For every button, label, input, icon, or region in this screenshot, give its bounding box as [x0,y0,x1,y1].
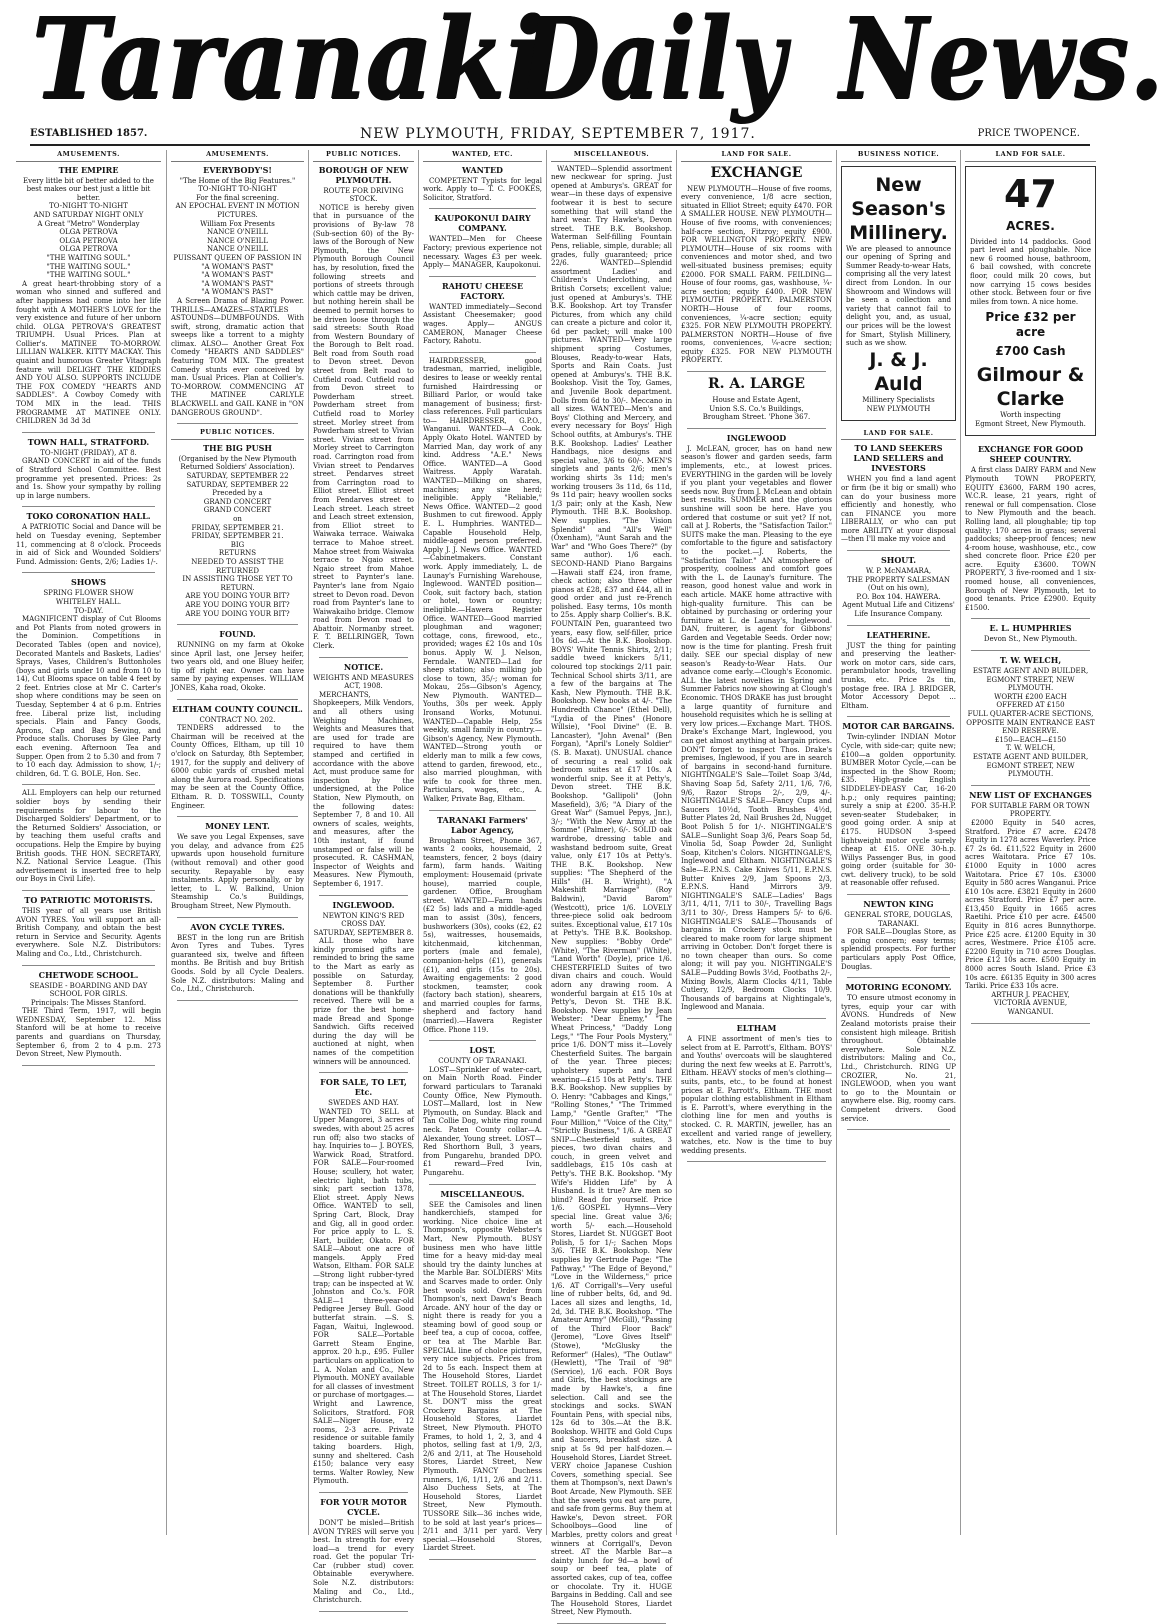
notice-heading: NEW LIST OF EXCHANGES [969,789,1092,800]
notice-line: For the final screening. [196,193,279,202]
notice-lines [313,674,414,691]
notice-heading: INGLEWOOD [726,432,787,443]
dateline [30,126,1090,146]
price-label: PRICE TWOPENCE. [977,128,1080,139]
notice-block [681,433,832,1012]
notice-lines [965,635,1096,644]
notice-line: ESTATE AGENT AND BUILDER, EGMONT STREET, NEW PLYMOUTH. [972,752,1089,779]
newspaper-column [546,150,676,1617]
advert-display-line: Millinery. [849,221,948,244]
notice-lines [16,982,161,1008]
column-heading: BUSINESS NOTICE. [841,150,956,162]
column-rule [971,1023,1090,1024]
notice-block [965,623,1096,644]
notice-block [16,511,161,566]
notice-line: SPRING FLOWER SHOW [43,589,134,598]
column-rule [177,699,298,700]
notice-block [841,443,956,544]
notice-line: ARE YOU DOING YOUR BIT? [185,600,290,609]
notice-lines [965,667,1096,779]
notice-line: ESTATE AGENT AND BUILDER, [972,667,1089,676]
advert-text: We are pleased to announce our opening of Spring and Summer Ready-to-wear Hats, comprising all the very latest direct from London. In our Showroom and Windows will be seen a collection and variety that cannot fail to delight you, and, as usual, our prices will be the lowest for Smart, Stylish Millinery, such as we show. [846,244,951,348]
notice-text: LOST—Sprinkler of water-cart, on Main North Road. Finder forward particulars to Taranaki County Office, New Plymouth. LOST—Mallard, lost in New Plymouth, on Sunday. Black and Tan Collie Dog, white ring round neck. Paten County collar—A. Alexander, Young street. LOST—Red Shorthorn Bull, 3 years, from Pungarehu, branded DPO. £1 reward—Fred Ivin, Pungarehu. [423,1065,542,1177]
column-rule [847,716,950,717]
notice-heading: EXCHANGE FOR GOOD SHEEP COUNTRY. [977,444,1084,465]
column-heading: AMUSEMENTS. [16,150,161,162]
column-rule [429,810,536,811]
notice-heading: ELTHAM COUNTY COUNCIL. [172,703,303,714]
notice-lines [965,802,1096,819]
notice-line: WHITELEY HALL. [55,597,122,606]
notice-line: NEWTON KING'S RED CROSS DAY. [322,911,405,929]
notice-lines [841,911,956,928]
notice-heading: SHOWS [70,577,107,588]
notice-text: THIS year of all years use British AVON TYRES. You will support an all-British Company, and obtain the best return in Service and Security. Agents everywhere. Sole N.Z. Distributors: Maling and Co., Ltd., Christchurch. [16,906,161,958]
notice-block [841,899,956,971]
notice-heading: NEWTON KING [863,899,934,910]
notice-line: TO-NIGHT TO-NIGHT [49,202,128,211]
notice-text: Brougham Street, Phone 367, wants 2 cooks, housemaid, 2 teamsters, fencer, 2 boys (dairy farm), farm hands. Waiting employment: Housemaid (private house), married couple, gardener. Office, Brougham street. WANTED—Farm hands (£2 5s) lads and a middle-aged man to assist (30s), fencers, bushworkers (30s), cooks (£2, £2 5s), waitresses, housemaids, kitchenmaid, kitchenman, porters (male and female), companion-helps (£1), generals (£1), and girls (15s to 20s). Awaiting engagements: 2 good stockmen, teamster, cook (factory bach station), shearers, and married couples for farms, shepherd and factory hand (married).—Hawera Register Office. Phone 119. [423,836,542,1034]
column-rule [429,1559,536,1560]
notice-line: FRIDAY, SEPTEMBER 21. [191,523,284,532]
notice-heading: FOUND. [219,629,256,640]
notice-block [423,815,542,1035]
notice-block [16,577,161,778]
column-rule [847,894,950,895]
notice-heading: TOKO CORONATION HALL. [26,511,151,522]
column-rule [319,1611,408,1612]
notice-text: TO ensure utmost economy in tyres, equip your car with AVONS. Hundreds of New Zealand motorists praise their consistent high mileage. British throughout. Obtainable everywhere. Sole N.Z. distributors: Maling and Co., Ltd., Christchurch. RING UP CROZIER, No. 21, INGLEWOOD, when you want to go to the Mountain or anywhere else. Big, roomy cars. Competent drivers. Good service. [841,994,956,1123]
notice-text: MERCHANTS, Shopkeepers, Milk Vendors, and all others using Weighing Machines, Weights and Measures that are used for trade are required to have them stamped and certified in accordance with the above Act, must produce same for inspection by the undersigned, at the Police Station, New Plymouth, on the following dates: September 7, 8 and 10. All owners of scales, weights, and measures, after the 10th instant, if found unstamped or false will be prosecuted. R. CASHMAN, Inspector of Weights and Measures. New Plymouth, September 6, 1917. [313,690,414,888]
notice-text: DON'T be misled—British AVON TYRES will serve you best. In strength for every load—a trend for every road. Get the popular Tri-Car (rubber stud) cover. Obtainable everywhere. Sole N.Z. distributors: Maling and Co., Ltd., Christchurch. [313,1518,414,1605]
advert-price: Price £32 per acre [985,310,1076,340]
column-rule [429,1184,536,1185]
notice-block [16,165,161,426]
notice-block [423,165,542,203]
column-heading: LAND FOR SALE. [841,429,956,441]
newspaper-column [12,150,165,1535]
notice-lines [681,396,832,422]
notice-heading: LEATHERINE. [866,629,931,640]
notice-block [171,704,304,811]
column-heading: WANTED, ETC. [423,150,542,162]
notice-block [423,1189,542,1553]
notice-heading: TO PATRIOTIC MOTORISTS. [24,894,153,905]
notice-text: ALL Employers can help our returned soldier boys by sending their requirements for labour to the Discharged Soldiers' Department, or to the Returned Soldiers' Association, or by teaching them useful crafts and occupations. Help the Empire by buying British goods. THE HON. SECRETARY, N.Z. National Service League. (This advertisement is inserted free to help our Boys in Civil Life). [16,789,161,884]
masthead-word-2: Daily [520,0,787,125]
column-rule [177,816,298,817]
notice-text: We save you Legal Expenses, save you delay, and advance from £25 upwards upon household furniture (without removal) and other good security. Repayable by easy instalments. Apply personally, or by letter, to L. W. Balkind, Union Steamship Co.'s Buildings, Brougham Street, New Plymouth. [171,833,304,910]
notice-line: ROUTE FOR DRIVING STOCK. [323,186,404,204]
signature-line: ARTHUR J. PEACHEY, [991,990,1070,999]
notice-text: A FINE assortment of men's ties to select from at E. Parrott's, Eltham. BOYS' and Youths' overcoats will be slaughtered during the next few weeks at E. Parrott's, Eltham. HEAVY stocks of men's clothing—suits, pants, etc., to be found at honest prices at E. Parrott's, Eltham. THE most popular clothing establishment in Eltham is E. Parrott's, where everything in the clothing line for men and youths is stocked. C. R. MARTIN, jeweller, has an excellent and varied range of jewellery, watches, etc. Now is the time to buy wedding presents. [681,1035,832,1155]
notice-line: on [233,514,242,523]
column-rule [177,624,298,625]
notice-heading: TO LAND SEEKERS LAND SELLERS and INVESTORS [853,443,944,474]
advert-text: Divided into 14 paddocks. Good part level and ploughable. Nice new 6 roomed house, bathroom, 6 bail cowshed, with concrete floor, could milk 20 cows, but now carrying 15 cows besides other stock. Between four or five miles from town. A nice home. [970,237,1091,306]
notice-lines [313,187,414,204]
notice-line: Union S.S. Co.'s Buildings, [709,404,804,413]
notice-line: RETURNS [218,549,257,558]
notice-text: MAGNIFICENT display of Cut Blooms and Pot Plants from noted growers in the Dominion. Competitions in Decorated Tables (open and novice), Decorated Mantels and Baskets, Ladies' Sprays, Vases, Children's Buttonholes (boys and girls under 10 and from 10 to 14), Cut Blooms space on table 4 feet by 2 feet. Entries close at Mr C. Carter's shop where conditions may be seen on Tuesday, September 4 at 6 p.m. Entries free. Liberal prize list, including specials. Plain and Fancy Goods, Aprons, Cap and Bag Sewing, and Produce stalls. Choruses by Glee Party each evening. Afternoon Tea and Supper. Open from 2 to 5.30 and from 7 to 10 each day. Admission to show, 1/-; children, 6d. T. G. BOLE, Hon. Sec. [16,615,161,778]
column-rule [319,657,408,658]
column-rule [22,784,155,785]
notice-heading: MONEY LENT. [205,821,270,832]
notice-line: ARE YOU DOING YOUR BIT? [185,609,290,618]
advert-subhead: ACRES. [1006,218,1055,233]
notice-block [423,1045,542,1177]
notice-text: COMPETENT Typists for legal work. Apply to— T. C. FOOKES, Solicitor, Stratford. [423,176,542,202]
column-rule [429,1040,536,1041]
notice-heading: E. L. HUMPHRIES [989,623,1072,634]
notice-heading: WANTED [462,164,503,175]
notice-block [16,895,161,959]
notice-heading: INGLEWOOD. [332,899,395,910]
notice-text: A PATRIOTIC Social and Dance will be held on Tuesday evening, September 11, commencing at 8 o'clock. Proceeds in aid of Sick and Wounded Soldiers' Fund. Admission: Gents, 2/6; Ladies 1/-. [16,523,161,566]
notice-signature [965,991,1096,1017]
notice-text: WHEN you find a land agent or firm (be it big or small) who can do your business more efficiently and honestly, who can FINANCE you more LIBERALLY, or who can put more ABILITY at your disposal—then I'll make my voice and [841,475,956,544]
notice-line: £150—EACH—£150 [994,735,1067,744]
notice-line: Every little bit of better added to the best makes our best just a little bit better. [23,176,154,202]
column-rule [971,650,1090,651]
notice-line: TO-DAY. [73,606,104,615]
column-rule [22,965,155,966]
advert-firm-line: Millinery Specialists [862,395,935,404]
notice-line: SEASIDE - BOARDING AND DAY SCHOOL FOR GIRLS. [29,981,148,999]
notice-block [681,1023,832,1155]
notice-block [171,922,304,994]
column-rule [22,890,155,891]
notice-text: TENDERS addressed to the Chairman will be received at the County Offices, Eltham, up till 10 o'clock on Saturday, 8th September, 1917, for the supply and delivery of 6000 cubic yards of crushed metal along the Aurora road. Specifications may be seen at the County Office, Eltham. R. D. TOSSWILL, County Engineer. [171,724,304,810]
notice-block [423,357,542,804]
notice-block [841,982,956,1123]
notice-block [313,1077,414,1486]
notice-heading-large: EXCHANGE [710,164,803,181]
notice-text: ALL those who have kindly promised gifts are reminded to bring the same to the Mart as early as possible on Saturday, September 8. Further donations will be thankfully received. There will be a prize for the best home-made Bread and Sponge Sandwich. Gifts received during the day will be auctioned at night, when names of the competition winners will be announced. [313,937,414,1066]
newspaper-column [960,150,1100,1535]
notice-line: IN ASSISTING THOSE YET TO [182,575,293,584]
notice-line: AN EPOCHAL EVENT IN MOTION PICTURES. [175,202,300,219]
notice-line: P.O. Box 104. HAWERA. [856,592,941,601]
column-rule [177,423,298,424]
notice-block [423,281,542,346]
newspaper-column [676,150,836,1535]
notice-text: WANTED—Splendid assortment new neckwear for spring. Just opened at Amburys's. GREAT for wear—in these days of expensive footwear it is best to secure something that will stand the hard wear. Try Hawke's, Devon street. THE B.K. Bookshop. Waterman Self-filling Fountain Pens, reliable, simple, durable; all grades, fully guaranteed; price 22/6. WANTED—Splendid assortment Ladies' and Children's Underclothing, and British Corsets; excellent value; just opened at Amburys's. THE B.K. Bookshop. Art toy Transfer Pictures, from which any child can create a picture and color it, 6d per packet; will make 100 pictures. WANTED—Very large shipment spring Costumes, Blouses, Ready-to-wear Hats, Sports and Rain Coats. Just opened at Amburys's. THE B.K. Bookshop. Visit the Toy, Games, and Juvenile Book department. Dolls from 6d to 30/-. Meccano in all sizes. WANTED—Men's and Boys' Clothing and Mercery, and every necessary for Boys' High School outfits, at Amburys's. THE B.K. Bookshop. Ladies' Leather Handbags, nice designs and special value, 3/6 to 60/-. MEN'S singlets and pants 2/6; men's working shirts 3s 11d; men's working trousers 3s 11d, 6s 11d, 9s 11d pair; heavy woollen socks 1/3 pair; only at the Kash, New Plymouth. THE B.K. Bookshop. New supplies. "The Vision Splendid" and "All's Well" (Oxenham), "Aunt Sarah and the War" and "Who Goes There?" (by same author). 1/6 each. SECOND-HAND Piano Bargains—Hawaii staff £24, iron frame, check action; also three other pianos at £28, £37 and £44, all in good order and just re-French polished. Easy terms, 10s month to 25s. Apply sharp Collier's. B.K. FOUNTAIN Pen, guaranteed two years, easy flow, self-filler, price 10s 6d.—At the B.K. Bookshop. BOYS' White Tennis Shirts, 2/11; saddle tweed knickers 5/11, coloured top stockings 2/11 pair. Technical School shirts 3/11, are a few of the bargains at The Kash, New Plymouth. THE B.K. Bookshop. New books at 4/-. "The Hundredth Chance" (Ethel Dell), "Lydia of the Pines" (Honore Willsie), "Fool Divine" (E. B. Lancaster), "John Avenal" (Ben Forgan), "April's Lonely Soldier" (S. B. Maxat). UNUSUAL chance of securing a real solid oak bedroom suites at £17 10s. A wonderful snip. See it at Petty's, Devon street. THE B.K. Bookshop. "Gallipoli" (John Masefield), 3/6; "A Diary of the Great War" (Samuel Pepys, Jnr.), 3/-; "With the New Army at the Somme" (Palmer), 6/-. SOLID oak wardrobe, dressing table and washstand bedroom suite, Great value, only £17 10s at Petty's. THE B.K. Bookshop. New supplies: "The Shepherd of the Hills" (H. B. Wright), "A Makeshift Marriage" (Roy Baldwin), "David Barom" (Westcott), price 1/6. LOVELY three-piece solid oak bedroom suites. Exceptional value, £17 10s at Petty's. THE B.K. Bookshop. New supplies: "Bobby Orde" (White), "The Riverman" (White), "Land Worth" (Doyle), price 1/6. CHESTERFIELD Suites of two divan chairs and couch. Would adorn any drawing room. A wonderful bargain at £15 10s at Petty's, Devon St. THE B.K. Bookshop. New supplies by Jean Webster: "Dear Enemy," "The Wheat Princess," "Daddy Long Legs," "The Four Pools Mystery," price 1/6. DON'T miss it—Lovely Chesterfield Suites. The bargain of the year. Three pieces; upholstery superb and hard wearing—£15 10s at Petty's. THE B.K. Bookshop. New supplies by O. Henry: "Cabbages and Kings," "Rolling Stones," "The Trimmed Lamp," "Gentle Grafter," "The Four Million," "Voice of the City," "Strictly Business," 1/6. A GREAT SNIP—Chesterfield suites, 3 pieces, two divan chairs and couch, in green velvet and saddlebags, £15 10s cash at Petty's. THE B.K. Bookshop. "My Wife's Hidden Life" by A Husband. Is it true? Are men so blind? Read for yourself. Price 1/6. GOSPEL Hymns—Very special line. Great value 3/6; worth 5/- each.—Household Stores, Liardet St. NUGGET Boot Polish, 5 for 1/-; Sachen Mops 3/6. THE B.K. Bookshop. New supplies by Gertrude Page: "The Pathway," "The Edge of Beyond," "Love in the Wilderness," price 1/6. AT Corrigall's—Very useful line of rubber belts, 6d, and 9d. Laces all sizes and lengths, 1d, 2d, 3d. THE B.K. Bookshop. "The Amateur Army" (McGill), "Passing of the Third Floor Back" (Jerome), "Love Gives Itself" (Stowe), "McGlusky the Reformer" (Hales), "The Outlaw" (Hewlett), "The Trail of '98" (Service), 1/6 each. FOR Boys and Girls, the best stockings are made by Hawke's, a fine selection. Call and see the stockings and socks. SWAN Fountain Pens, with special nibs, 12s 6d to 30s.—At the B.K. Bookshop. WHITE and Gold Cups and Saucers, breakfast size. A snip at 5s 9d per half-dozen.—Household Stores, Liardet Street. VERY choice Japanese Cushion Covers, something special. See them at Thompson's, next Dawn's Boot Arcade, New Plymouth. SEE that the sweets you eat are pure, and safe from germs. Buy them at Hawke's, Devon street. FOR Schoolboys—Good line of Marbles, pretty colors and great winners at Corrigall's, Devon street. AT the Marble Bar—a dainty lunch for 9d—a bowl of soup or beef tea, plate of assorted cakes, cup of tea, coffee or chocolate. Try it. HUGE Bargains in Bedding. Call and see The Household Stores, Liardet Street, New Plymouth. [551,164,672,1617]
notice-line: A Great "Metro" Wonderplay [37,219,140,228]
notice-line: Devon St., New Plymouth. [983,635,1078,644]
notice-line: "A WOMAN'S PAST" [201,271,274,280]
notice-heading: THE EMPIRE [58,164,119,175]
notice-text: JUST the thing for painting and preserving the leather-work on motor cars, side cars, perambulator hoods, travelling trunks, etc. Price 2s tin, postage free. IRA J. BRIDGER, Motor Accessory Depot ... Eltham. [841,641,956,710]
notice-line: PUISSANT QUEEN OF PASSION IN [173,253,302,262]
notice-text: GRAND CONCERT in aid of the funds of Stratford School Committee. Best programme yet presented. Prices: 2s and 1s. Show your sympathy by rolling up in large numbers. [16,457,161,500]
notice-line: Principals: The Misses Stanford. [30,998,147,1007]
column-rule [429,352,536,353]
notice-text: A first class DAIRY FARM and New Plymouth TOWN PROPERTY, EQUITY £3600, FARM 190 acres, W.C.R. lease, 21 years, right of renewal or full compensation. Close to New Plymouth and the beach. Rolling land, all ploughable; tip top quality; 170 acres in grass; several paddocks; sheep-proof fences; new 4-room house, washhouse, etc., cow shed concrete floor. Price £20 per acre. Equity £3600. TOWN PROPERTY, 3 five-roomed and 1 six-roomed house, all conveniences, Borough of New Plymouth, let to good tenants. Price £2900. Equity £1500. [965,466,1096,612]
notice-text: A Screen Drama of Blazing Power. THRILLS—AMAZES—STARTLES ASTOUNDS—DUMBFOUNDS. With swift, strong, dramatic action that sweeps like a torrent to a mighty climax. ALSO— Another Great Fox Comedy "HEARTS AND SADDLES" featuring TOM MIX. The greatest Comedy stunts ever conceived by man. Usual Prices. Plan at Collier's. TO-MORROW. COMMENCING AT THE MATINEE CARLYLE BLACKWELL and GAIL KANE in "ON DANGEROUS GROUND". [171,296,304,417]
notice-line: GRAND CONCERT [203,497,272,506]
column-rule [319,895,408,896]
notice-line: TO-NIGHT (FRIDAY), AT 8. [40,448,137,457]
notice-block [16,970,161,1059]
established-label: ESTABLISHED 1857. [30,128,148,139]
notice-text: WANTED TO SELL at Upper Mangorei, 3 acres of swedes, with about 25 acres run off; also two stacks of hay. Inquiries to— J. BOYES, Warwick Road, Stratford. FOR SALE—Four-roomed House; scullery, hot water, electric light, bath tubs, sink; part section 1378, Eliot street. Apply News Office. WANTED to sell, Spring Cart, Block, Dray and Gig, all in good order. For price apply to L. S. Hart, builder, Okato. FOR SALE—About one acre of mangels. Apply Fred Watson, Eltham. FOR SALE—Strong light rubber-tyred trap; can be inspected at W. Johnston and Co.'s. FOR SALE—1 three-year-old Pedigree Jersey Bull. Good butterfat strain. —S. S. Fagan, Waitui, Inglewood. FOR SALE—Portable Garrett Steam Engine, approx. 20 h.p., £95. Fuller particulars on application to L. A. Nolan and Co., New Plymouth. MONEY available for all classes of investment or purchase of mortgages.—Wright and Lawrence, Solicitors, Stratford. FOR SALE—Niger House, 12 rooms, 2-3 acre. Private residence or suitable family taking boarders. High, sunny and sheltered. Cash £150; balance very easy terms. Walter Rowley, New Plymouth. [313,1107,414,1486]
column-rule [847,550,950,551]
column-rule [847,1129,950,1130]
notice-block [965,444,1096,612]
notice-line: NANCE O'NEILL [207,236,268,245]
advert-display-line: New [875,173,922,196]
notice-text: A great heart-throbbing story of a woman who sinned and suffered and after happiness had come into her life fought with A MOTHER'S LOVE for the very existence and future of her unborn child. OLGA PETROVA'S GREATEST TRIUMPH. Usual Prices. Plan at Collier's. MATINEE TO-MORROW. LILLIAN WALKER. KITTY MACKAY. This quaint and humorous Greater Vitagraph feature will DELIGHT THE KIDDIES AND YOU ALSO. SUPPORTS INCLUDE THE FOX COMEDY "HEARTS AND SADDLES". A Cowboy Comedy with TOM MIX in the lead. THIS PROGRAMME AT MATINEE ONLY. CHILDREN 3d 3d 3d [16,279,161,426]
notice-heading: BOROUGH OF NEW PLYMOUTH. [318,164,409,185]
column-rule [971,785,1090,786]
place-date: NEW PLYMOUTH, FRIDAY, SEPTEMBER 7, 1917. [360,126,756,142]
notice-heading: KAUPOKONUI DAIRY COMPANY. [434,213,531,234]
notice-line: THE PROPERTY SALESMAN (Out on his own), [846,575,951,593]
notice-block [16,789,161,884]
notice-block [171,165,304,418]
notice-text: THE Third Term, 1917, will begin WEDNESDAY, September 12. Miss Stanford will be at home to receive parents and guardians on Thursday, September 6, from 2 to 4 p.m. 273 Devon Street, New Plymouth. [16,1007,161,1059]
notice-text: J. McLEAN, grocer, has on hand new season's flower and garden seeds, farm implements, etc., at lowest prices. EVERYTHING in the garden will be lovely if you plant your vegetables and flower seeds now. Buy from J. McLean and obtain best results. SUMMER and the glorious sunshine will soon be here. Have you ordered that costume or suit yet? If not, call at J. Roberts, the "Satisfaction Tailor." SUITS make the man. Pleasing to the eye comfortable to the figure and satisfactory to the pocket.—J. Roberts, the "Satisfaction Tailor." AN atmosphere of prosperity, coolness and comfort goes with the L. de Launay's furniture. The reason, good honest value and work in each article. MAKE home attractive with high-quality furniture. This can be obtained by purchasing or ordering your furniture at L. de Launay's, Inglewood. DAN, fruiterer, is agent for Gibbons' Garden and Vegetable Seeds. Order now; now is the time for planting. Fresh fruit daily. SEE our special display of new season's Ready-to-Wear Hats. Our advance come early.—Clough's Economic. ALL the latest novelties in Spring and Summer Fabrics now showing at Clough's Economic. THOS DRAKE has just brought a large quantity of furniture and household requisites which he is selling at very low prices.—Exchange Mart. THOS. Drake's Exchange Mart, Inglewood, you can get almost anything at bargain prices. DON'T forget to inspect Thos. Drake's premises, Inglewood, if you are in search of bargains in second-hand furniture. NIGHTINGALE'S Sale—Toilet Soap 3/4d, Shaving Soap 5d, Safety 2/11, 1/6, 7/6, 9/6, Razor Strops 2/-, 2/9, 4/-. NIGHTINGALE'S SALE—Fancy Cups and Saucers 10½d, Tooth Brushes 4½d, Butter Plates 2d, Nail Brushes 2d, Nugget Boot Polish 5 for 1/-. NIGHTINGALE'S SALE—Sunlight Soap 3/6, Pears Soap 5d, Vinolia 5d, Soap Powder 2d, Sunlight Soap, Kitchen's Colors. NIGHTINGALE'S, Inglewood and Eltham. NIGHTINGALE'S Sale—E.P.N.S. Cake Knives 5/11, E.P.N.S. Butter Knives 2/9, Jam Spoons 2/3, E.P.N.S. Hand Mirrors 3/9. NIGHTINGALE'S SALE—Ladies' Bags 3/11, 4/11, 7/11 to 30/-, Travelling Bags 3/11 to 30/-, Dress Hampers 5/- to 6/6. NIGHTINGALE'S SALE—Thousands of bargains in Crockery stock must be cleared to make room for large shipment arriving in October. Don't forget there is no town cheaper than ours. So come along; it will pay you. NIGHTINGALE'S SALE—Pudding Bowls 3½d, Footbaths 2/-, Mixing Bowls, Alarm Clocks 4/11, Table Cutlery, 12/9, Bedroom Clocks 10/9. Thousands of bargains at Nightingale's, Inglewood and Manaia. [681,444,832,1012]
notice-block [965,655,1096,779]
column-heading: PUBLIC NOTICES. [313,150,414,162]
advert-firm-line: NEW PLYMOUTH [866,404,931,413]
notice-text: WANTED immediately—Second Assistant Cheesemaker; good wages. Apply— ANGUS CAMERON, Manager Cheese Factory, Rahotu. [423,302,542,346]
signature-line: WANGANUI. [1007,1008,1054,1016]
notice-text: NEW PLYMOUTH—House of five rooms, every convenience, 1/8 acre section, situated in Elliot Street; equity £470. FOR A SMALLER HOUSE. NEW PLYMOUTH—House of five rooms, with conveniences; half-acre section, Fitzroy; equity £900. FOR WELLINGTON PROPERTY. NEW PLYMOUTH—House of six rooms with conveniences and motor shed, and two well-situated business premises; equity £2000. FOR SMALL FARM. FEILDING—House of four rooms, gas, washhouse, ¼-acre section; equity £400. FOR NEW PLYMOUTH PROPERTY. PALMERSTON NORTH—House of four rooms, conveniences, ¼-acre section; equity £325. FOR NEW PLYMOUTH PROPERTY. PALMERSTON NORTH—House of five rooms, conveniences, ¼-acre section; equity £325. FOR NEW PLYMOUTH PROPERTY. [681,184,832,365]
notice-heading: SHOUT. [881,555,916,566]
advert-price-cash: £700 Cash [995,344,1066,359]
notice-line: Brougham Street. 'Phone 367. [702,413,811,422]
notice-block [171,443,304,618]
notice-line: Preceded by a [212,489,263,498]
notice-lines [16,177,161,280]
notice-heading: MOTORING ECONOMY. [845,982,952,993]
advert-display-line: Season's [851,197,946,220]
column-rule [687,428,826,429]
column-rule [22,506,155,507]
masthead [0,0,1164,125]
notice-block [171,821,304,910]
notice-block [841,555,956,619]
column-rule [177,917,298,918]
notice-block [681,165,832,365]
column-heading: MISCELLANEOUS. [551,150,672,162]
notice-text: RUNNING on my farm at Okoke since April last, one Jersey heifer, two years old, and one Bluey heifer, tip off right ear. Owner can have same by paying expenses. WILLIAM JONES, Kaha road, Okoke. [171,641,304,693]
notice-text: Twin-cylinder INDIAN Motor Cycle, with side-car; quite new; £100—a golden opportunity. BUMBER Motor Cycle,—can be inspected in the Show Room; £35. High-grade English SIDDELEY-DEASY Car, 16-20 h.p.; only requires painting; surely a snip at £200. 35-H.P. seven-seater Studebaker, in good going order. A snip at £175. HUDSON 3-speed lightweight motor cycle surely cheap at £15. ONE 30-h.p. Willys Passenger Bus, in good going order (suitable for 30-cwt. delivery truck), to be sold at reasonable offer refused. [841,733,956,888]
column-rule [847,977,950,978]
notice-block [841,721,956,888]
notice-line: "A WOMAN'S PAST" [201,262,274,271]
display-advert [965,166,1096,437]
notice-block [313,900,414,1067]
notice-lines [423,1057,542,1066]
notice-block [965,790,1096,1017]
notice-heading: LOST. [469,1045,496,1056]
notice-lines [841,567,956,619]
newspaper-column [418,150,546,1553]
notice-line: BIG [230,540,245,549]
notice-heading: FOR YOUR MOTOR CYCLE. [320,1496,407,1517]
column-heading: LAND FOR SALE. [965,150,1096,162]
notice-block [313,1497,414,1605]
notice-heading-large: R. A. LARGE [708,376,805,393]
notice-line: TO-NIGHT TO-NIGHT [198,185,277,194]
column-rule [687,1161,826,1162]
notice-line: WORTH £200 EACH [994,692,1067,701]
notice-line: COUNTY OF TARANAKI. [438,1057,527,1066]
notice-line: OLGA PETROVA [59,228,118,237]
column-rule [319,1072,408,1073]
notice-lines [171,177,304,297]
notice-block [551,165,672,1617]
column-rule [847,625,950,626]
notice-heading: THE BIG PUSH [203,442,272,453]
signature-line: VICTORIA AVENUE, [993,999,1068,1008]
notice-line: SATURDAY, SEPTEMBER 8. [313,928,414,937]
notice-line: SATURDAY, SEPTEMBER 22 [186,472,289,480]
newspaper-column [308,150,418,1605]
notice-block [313,165,414,651]
notice-lines [313,1099,414,1108]
masthead-word-3: News. [840,0,1164,125]
notice-line: House and Estate Agent, [712,396,801,405]
notice-line: CONTRACT NO. 202. [199,715,276,724]
notice-heading: NOTICE. [343,661,384,672]
notice-line: FOR SUITABLE FARM OR TOWN PROPERTY. [971,801,1090,819]
notice-block [171,629,304,693]
notice-line: William Fox Presents [200,219,275,228]
advert-acreage: 47 [1004,171,1057,216]
notice-lines [313,912,414,938]
advert-firm-name: Gilmour & Clarke [976,364,1085,411]
advert-firm-name: J. & J. Auld [869,348,928,395]
column-rule [687,371,826,372]
notice-line: GENERAL STORE, DOUGLAS, TARANAKI. [844,911,953,928]
column-rule [177,1000,298,1001]
column-heading: AMUSEMENTS. [171,150,304,162]
notice-line: WEIGHTS AND MEASURES ACT, 1908. [313,673,414,691]
advert-firm-line: Worth inspecting [1000,411,1061,420]
notice-block [423,213,542,269]
notice-heading: EVERYBODY'S! [203,164,272,175]
notice-line: "A WOMAN'S PAST" [201,288,274,297]
notice-line: NEEDED TO ASSIST THE [191,557,284,566]
notice-line: AND SATURDAY NIGHT ONLY [33,210,144,219]
column-rule [429,208,536,209]
notice-lines [16,449,161,458]
notice-text: SEE the Camisoles and linen handkerchiefs, stamped for working. Nice choice line at Thompson's, opposite Webster's Mart, New Plymouth. BUSY business men who have little time for a heavy mid-day meal should try the dainty lunches at the Marble Bar. SOLDIERS' Mits and Scarves made to order. Only best wools sold. Order from Thompson's, next Dawn's Beach Arcade. ANY hour of the day or night there is ready for you a steaming bowl of good soup or beef tea, a cup of cocoa, coffee, or tea at The Marble Bar. SPECIAL line of cholce pictures, very nice subjects. Prices from 2d to 5s each. Inspect them at The Household Stores, Liardet Street. TOILET ROLLS, 3 for 1/- at The Household Stores, Liardet St. DON'T miss the great Crockery Bargains at The Household Stores, Liardet Street, New Plymouth. PHOTO Frames, to hold 1, 2, 3, and 4 photos, selling fast at 1/9, 2/3, 2/6 and 2/11, at The Household Stores, Liardet Street, New Plymouth. FANCY Duchess runners, 1/6, 1/11, 2/6 and 2/11. Also Duchess Sets, at The Household Stores, Liardet Street, New Plymouth. TUSSORE Silk—36 inches wide, to be sold at last year's prices—2/11 and 3/11 per yard. Very special.—Household Stores, Liardet Street. [423,1200,542,1553]
column-rule [22,1065,155,1066]
notice-line: W. P. McNAMARA, [865,567,932,576]
notice-lines [16,589,161,615]
column-rule [319,1492,408,1493]
notice-line: ARE YOU DOING YOUR BIT? [185,592,290,601]
notice-line: SWEDES AND HAY. [328,1099,399,1108]
column-rule [22,432,155,433]
notice-line: FRIDAY, SEPTEMBER 21. [191,532,284,541]
column-rule [687,1018,826,1019]
notice-line: "The Home of the Big Features." [179,176,296,185]
notice-heading: TOWN HALL, STRATFORD. [27,436,150,447]
notice-block [841,630,956,711]
notice-text: £2000 Equity in 540 acres, Stratford. Price £7 acre. £2478 Equity in 1278 acres Waverley. Price £7 2s 6d. £11,522 Equity in 2600 acres Waitotara. Price £7 10s. £1000 Equity in 1000 acres Waitotara. Price £7 10s. £3000 Equity in 580 acres Wanganui. Price £10 10s acre. £3821 Equity in 2600 acres Stratford. Price £7 per acre. £13,450 Equity in 1665 acres Raetihi. Price £10 per acre. £4500 Equity in 816 acres Bunnythorpe. Price £25 acre. £1200 Equity in 30 acres, Westmere. Price £105 acre. £2200 Equity in 710 acres Douglas. Price £12 10s acre. £500 Equity in 8000 acres South Island. Price £3 10s acre. £6135 Equity in 300 acres Tariki. Price £33 10s acre. [965,818,1096,991]
notice-line: RETURNED [215,566,260,575]
notice-heading: AVON CYCLE TYRES. [190,921,285,932]
notice-line: Agent Mutual Life and Citizens' Life Insurance Company. [842,601,955,619]
notice-lines [171,716,304,725]
notice-text: FOR SALE—Douglas Store, as a going concern; easy terms; splendid prospects. For further particulars apply Post Office, Douglas. [841,928,956,971]
display-advert [841,166,956,421]
notice-line: GRAND CONCERT [203,506,272,515]
notice-lines [171,455,304,618]
notice-block [313,662,414,889]
column-rule [971,618,1090,619]
notice-line: FULL QUARTER-ACRE SECTIONS, OPPOSITE MAIN ENTRANCE EAST END RESERVE. [966,710,1095,736]
notice-line: OLGA PETROVA [59,245,118,254]
notice-block [16,437,161,501]
notice-heading: TARANAKI Farmers' Labor Agency, [437,814,528,835]
notice-line: OLGA PETROVA [59,236,118,245]
notice-line: "THE WAITING SOUL." [46,253,131,262]
notice-text: HAIRDRESSER, good tradesman, married, ineligible, desires to lease or weekly rental furnished Hairdressing or Billiard Parlor, or would take management of business; first-class references. Full particulars to— HAIRDRESSER, G.P.O., Wanganui. WANTED—A Cook. Apply Okato Hotel. WANTED by Married Man, day work of any kind. Address "A.E." News Office. WANTED—A Good Waitress. Apply Waratah. WANTED—Milking on shares, machines; any size herd; ineligible. Apply "Reliable," News Office. WANTED—2 good Bushmen to cut firewood. Apply E. L. Humphries. WANTED—Capable Household Help, middle-aged person preferred. Apply J. J. News Office. WANTED—Cabinetmakers. Constant work. Apply immediately, L. de Launay's Furnishing Warehouse, Inglewood. WANTED position—Cook, suit factory bach, station or hotel, town or country; ineligible.—Hawera Register Office. WANTED—Good married ploughman and wagoner; cottage, cons, firewood, etc., provided; wages £2 10s and 10s bonus. Apply W. J. Nelson, Ferndale. WANTED—Lad for sheep station; also milking job close to town, 35/-; woman for Mokau, 25s—Gibson's Agency, New Plymouth. WANTED—Youths, 30s per week. Apply Ironsand Works, Motunui. WANTED—Capable Help, 25s weekly, small family in country.—Gibson's Agency, New Plymouth. WANTED—Strong youth or elderly man to milk a few cows, attend to garden, firewood, etc., also married ploughman, with wife to cook for three men. Particulars, wages, etc., A. Walker, Private Bag, Eltham. [423,356,542,803]
notice-heading: CHETWODE SCHOOL. [38,969,139,980]
notice-line: EGMONT STREET, NEW PLYMOUTH. [986,675,1075,693]
notice-line: "THE WAITING SOUL." [46,271,131,280]
notice-line: OFFERED AT £150 [996,701,1065,710]
notice-line: T. W. WELCH, [1005,744,1056,753]
notice-heading: FOR SALE, TO LET, Etc. [320,1077,407,1098]
notice-line: RETURN. [220,583,255,592]
newspaper-column [166,150,308,1535]
notice-block [681,376,832,422]
notice-line: "THE WAITING SOUL." [46,262,131,271]
advert-firm-line: Egmont Street, New Plymouth. [975,420,1086,429]
notice-heading: MOTOR CAR BARGAINS. [842,721,955,732]
notice-heading: T. W. WELCH, [999,655,1062,666]
column-rule [22,572,155,573]
notice-text: NOTICE is hereby given that in pursuance of the provisions of By-law 78 (Sub-section 60) of the By-laws of the Borough of New Plymouth, the New Plymouth Borough Council has, by resolution, fixed the following streets and portions of streets through which cattle may be driven, but nothing herein shall be deemed to permit horses to be driven loose through the said streets: South Road from Western Boundary of the Borough to Belt road. Belt road from South road to Devon street. Devon street from Belt road to Cutfield road. Cutfield road from Devon street to Powderham street. Powderham street from Cutfield road to Morley street. Morley street from Powderham street to Vivian street. Vivian street from Morley street to Carrington road. Carrington road from Vivian street to Pendarves street. Pendarves street from Carrington road to Elliot street. Elliot street from Pendarves street to Leach street. Leach street and Leach street extension, from Elliot street to Waiwaka terrace. Waiwaka terrace to Mahoe street. Mahoe street from Waiwaka terrace to Ngaio street. Ngaio street from Mahoe street to Paynter's lane. Paynter's lane from Ngaio street to Devon road. Devon road from Paynter's lane to Waiwakaiho bridge. Clemow road from Devon road to Abattoir. Normanby street. F. T. BELLRINGER, Town Clerk. [313,203,414,651]
notice-heading: ELTHAM [736,1023,777,1034]
notice-text: WANTED—Men for Cheese Factory; previous experience not necessary. Wages £3 per week. Apply— MANAGER, Kaupokonui. [423,235,542,270]
notice-line: "A WOMAN'S PAST" [201,279,274,288]
notice-heading: MISCELLANEOUS. [440,1188,525,1199]
column-heading: PUBLIC NOTICES. [171,428,304,440]
notice-heading: RAHOTU CHEESE FACTORY. [441,280,524,301]
notice-line: NANCE O'NEILL [207,228,268,237]
notice-text: BEST in the long run are British Avon Tyres and Tubes. Tyres guaranteed six, twelve and fifteen months. Be British and buy British Goods. Sold by all Cycle Dealers. Sole N.Z. distributors: Maling and Co., Ltd., Christchurch. [171,933,304,994]
notice-line: (Organised by the New Plymouth Returned Soldiers' Association). [178,454,297,472]
column-rule [429,276,536,277]
newspaper-column [836,150,960,1535]
notice-line: SATURDAY, SEPTEMBER 22 [186,480,289,489]
column-heading: LAND FOR SALE. [681,150,832,162]
notice-line: NANCE O'NEILL [207,245,268,254]
masthead-word-1: Taranaki [32,0,547,125]
